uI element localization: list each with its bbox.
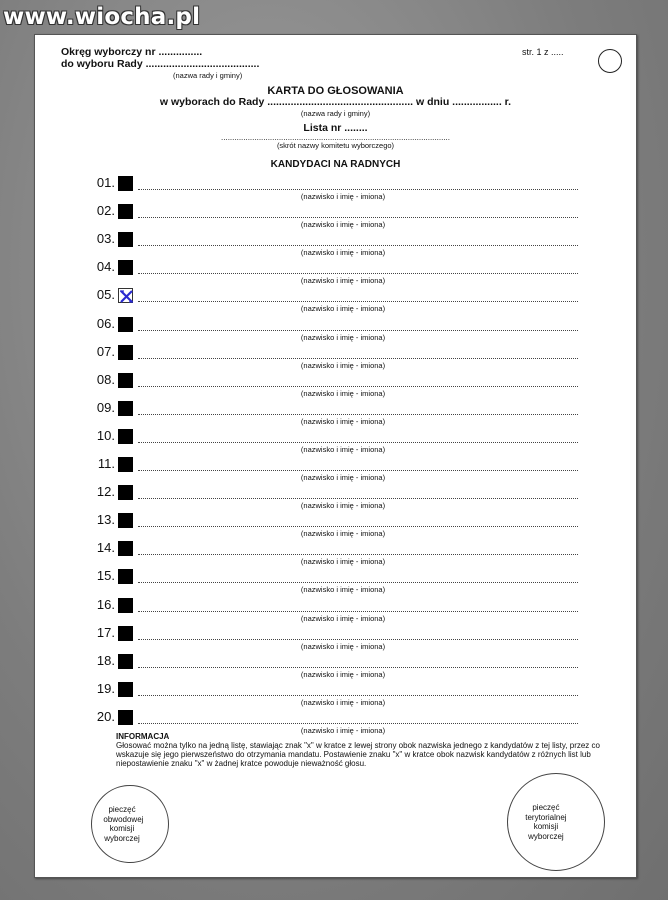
seal-left-line-4: wyborczej (104, 833, 140, 843)
candidate-name-hint: (nazwisko i imię - imiona) (300, 444, 386, 454)
council-hint: (nazwa rady i gminy) (173, 71, 243, 80)
candidate-name-line (138, 245, 578, 246)
candidate-number: 11. (97, 456, 115, 471)
candidate-name-hint: (nazwisko i imię - imiona) (300, 192, 386, 201)
candidate-name-hint: (nazwisko i imię - imiona) (300, 613, 386, 623)
candidate-name-line (138, 611, 578, 612)
corner-circle (598, 49, 622, 73)
vote-box[interactable] (118, 569, 133, 584)
candidate-name-line (138, 301, 578, 302)
candidate-number: 15. (96, 568, 115, 584)
vote-box[interactable] (118, 345, 133, 360)
info-line-1: Głosować można tylko na jedną listę, stawiając znak "x" w kratce z lewej strony obok nazwiska jednego z kandydatów z tej listy, przez co (116, 741, 600, 750)
info-line-3: niepostawienie znaku "x" w żadnej kratce powoduje nieważność głosu. (116, 759, 367, 768)
candidate-name-line (138, 189, 578, 190)
candidate-name-hint: (nazwisko i imię - imiona) (300, 529, 386, 539)
page-number: str. 1 z ..... (522, 47, 564, 57)
candidate-number: 03. (96, 231, 115, 247)
candidate-name-hint: (nazwisko i imię - imiona) (300, 501, 386, 511)
vote-box[interactable] (118, 317, 133, 332)
vote-box[interactable] (118, 429, 133, 444)
list-number: Lista nr ........ (303, 122, 368, 134)
ballot-sheet (34, 34, 637, 878)
candidate-number: 01. (96, 175, 115, 190)
candidate-number: 06. (96, 315, 115, 331)
territorial-commission-seal (507, 773, 605, 871)
candidate-number: 14. (96, 540, 115, 556)
candidate-name-hint: (nazwisko i imię - imiona) (300, 248, 386, 258)
seal-left-line-1: pieczęć (108, 805, 136, 814)
candidate-name-line (138, 386, 578, 387)
vote-box[interactable] (118, 541, 133, 556)
candidate-name-line (138, 442, 578, 443)
candidate-name-line (138, 498, 578, 499)
seal-left-line-3: komisji (109, 824, 135, 833)
vote-box[interactable] (118, 260, 133, 275)
candidate-name-line (138, 582, 578, 583)
candidate-name-line (138, 330, 578, 331)
candidate-name-line (138, 273, 578, 274)
candidate-name-hint: (nazwisko i imię - imiona) (300, 332, 386, 342)
vote-box[interactable] (118, 682, 133, 697)
candidate-number: 12. (96, 484, 115, 500)
candidate-name-hint: (nazwisko i imię - imiona) (300, 585, 386, 595)
candidate-name-hint: (nazwisko i imię - imiona) (300, 641, 386, 651)
vote-box[interactable] (118, 710, 133, 725)
vote-box[interactable] (118, 401, 133, 416)
candidate-number: 17. (96, 624, 115, 640)
candidate-name-hint: (nazwisko i imię - imiona) (300, 360, 386, 370)
seal-right-line-4: wyborczej (528, 831, 564, 841)
candidate-name-line (138, 470, 578, 471)
seal-right-line-3: komisji (533, 822, 559, 831)
candidate-number: 07. (96, 343, 115, 359)
candidate-number: 02. (96, 203, 115, 219)
site-watermark: www.wiocha.pl (3, 4, 201, 30)
candidates-heading: KANDYDACI NA RADNYCH (270, 159, 401, 170)
election-council-hint: (nazwa rady i gminy) (300, 109, 371, 118)
x-mark-icon (119, 289, 134, 304)
district-label: Okręg wyborczy nr ............... (61, 46, 203, 58)
committee-dots: ....................................................................................................... (221, 133, 450, 142)
info-title: INFORMACJA (116, 732, 170, 741)
candidate-name-hint: (nazwisko i imię - imiona) (300, 697, 386, 707)
candidate-name-line (138, 414, 578, 415)
council-label: do wyboru Rady ....................................... (61, 58, 260, 70)
candidate-name-line (138, 554, 578, 555)
candidate-number: 20. (96, 708, 115, 724)
candidate-name-hint: (nazwisko i imię - imiona) (300, 276, 386, 286)
candidate-name-line (138, 217, 578, 218)
candidate-name-hint: (nazwisko i imię - imiona) (300, 220, 386, 230)
seal-right-line-2: terytorialnej (525, 812, 567, 822)
candidate-name-line (138, 723, 578, 724)
ballot-title: KARTA DO GŁOSOWANIA (267, 85, 404, 97)
candidate-number: 18. (96, 652, 115, 668)
info-block (116, 732, 606, 768)
committee-hint: (skrót nazwy komitetu wyborczego) (276, 141, 395, 150)
candidate-name-hint: (nazwisko i imię - imiona) (300, 557, 386, 567)
candidate-name-hint: (nazwisko i imię - imiona) (300, 473, 386, 482)
candidate-name-line (138, 358, 578, 359)
vote-box[interactable] (118, 485, 133, 500)
candidate-name-hint: (nazwisko i imię - imiona) (300, 725, 386, 735)
election-line: w wyborach do Rady .................................................. w dniu ................. r. (159, 96, 512, 108)
precinct-commission-seal (91, 785, 169, 863)
vote-box[interactable] (118, 176, 133, 191)
candidate-name-hint: (nazwisko i imię - imiona) (300, 669, 386, 679)
seal-left-line-2: obwodowej (103, 814, 144, 824)
vote-box[interactable] (118, 598, 133, 613)
candidate-name-line (138, 667, 578, 668)
vote-box[interactable] (118, 457, 133, 472)
candidate-name-hint: (nazwisko i imię - imiona) (300, 388, 386, 398)
candidate-number: 08. (96, 371, 115, 387)
candidate-number: 19. (96, 680, 115, 696)
candidate-name-line (138, 695, 578, 696)
info-line-2: wskazuje się jego pierwszeństwo do otrzymania mandatu. Postawienie znaku "x" w kratce obok nazwisk kandydatów z różnych list lub (116, 750, 591, 759)
vote-box[interactable] (118, 626, 133, 641)
candidate-name-line (138, 526, 578, 527)
vote-box[interactable] (118, 373, 133, 388)
vote-box[interactable] (118, 654, 133, 669)
candidate-number: 09. (96, 399, 115, 415)
candidate-name-line (138, 639, 578, 640)
candidate-number: 10. (96, 427, 115, 443)
candidate-number: 05. (96, 287, 115, 303)
candidate-number: 04. (96, 259, 115, 275)
seal-right-line-1: pieczęć (532, 803, 560, 812)
candidate-name-hint: (nazwisko i imię - imiona) (300, 304, 386, 314)
vote-box-marked[interactable] (118, 288, 133, 303)
vote-box[interactable] (118, 513, 133, 528)
candidate-name-hint: (nazwisko i imię - imiona) (300, 416, 386, 426)
candidate-number: 13. (96, 512, 115, 528)
candidate-number: 16. (96, 596, 115, 612)
vote-box[interactable] (118, 232, 133, 247)
vote-box[interactable] (118, 204, 133, 219)
